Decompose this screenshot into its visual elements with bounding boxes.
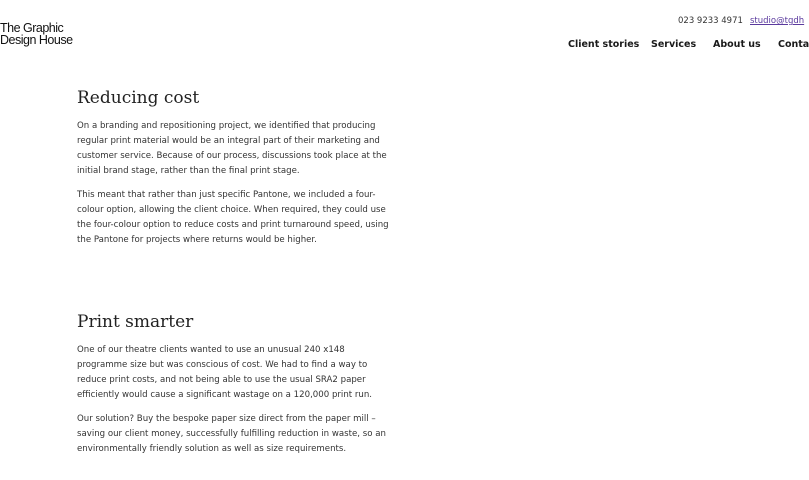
nav-contact[interactable]: Conta: [778, 39, 809, 50]
section-paragraph: One of our theatre clients wanted to use an unusual 240 x148 programme size but was conscious of cost. We had to find a way to reduce print costs, and not being able to use the usual SRA2 paper efficiently would cause a significant wastage on a 120,000 print run.: [77, 345, 373, 400]
section-paragraph: On a branding and repositioning project, we identified that producing regular print material would be an integral part of their marketing and customer service. Because of our process, discussions took place at the initial brand stage, rather than the final print stage.: [77, 121, 387, 176]
nav-about-us[interactable]: About us: [713, 39, 761, 50]
nav-services[interactable]: Services: [651, 39, 697, 50]
section-heading: Print smarter: [77, 312, 194, 332]
section-paragraph: This meant that rather than just specific Pantone, we included a four-colour option, allowing the client choice. When required, they could use the four-colour option to reduce costs and print turnaround speed, using the Pantone for projects where returns would be higher.: [77, 190, 389, 245]
email-link[interactable]: studio@tgdh: [750, 16, 805, 26]
section-heading: Reducing cost: [77, 88, 200, 108]
logo-line-2: Design House: [0, 33, 73, 47]
section-reducing-cost: [77, 87, 395, 257]
phone-number[interactable]: 023 9233 4971: [678, 16, 743, 26]
nav-client-stories[interactable]: Client stories: [568, 39, 640, 50]
site-logo[interactable]: [0, 22, 73, 46]
logo-line-1: The Graphic: [0, 21, 64, 35]
section-print-smarter: [77, 311, 395, 466]
section-paragraph: Our solution? Buy the bespoke paper size direct from the paper mill – saving our client money, successfully fulfilling reduction in waste, so an environmentally friendly solution as well as size requirements.: [77, 414, 386, 454]
